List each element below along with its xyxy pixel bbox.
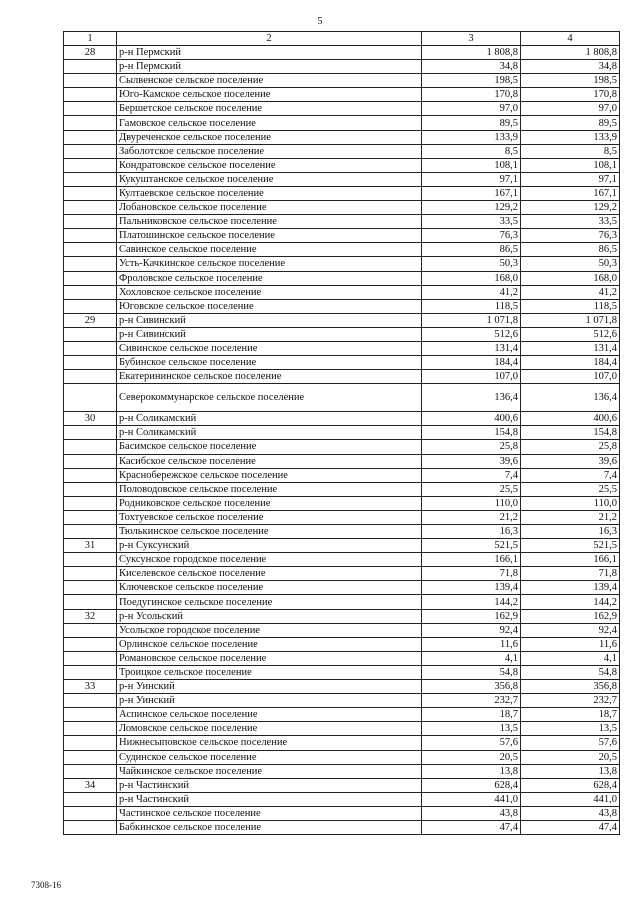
table-row xyxy=(64,482,620,496)
settlement-name: Нижнесыповское сельское поселение xyxy=(117,736,422,750)
table-row xyxy=(64,806,620,820)
value-col-4: 18,7 xyxy=(521,708,620,722)
value-col-4: 107,0 xyxy=(521,370,620,384)
settlement-name: р-н Сивинский xyxy=(117,327,422,341)
settlement-name: Юго-Камское сельское поселение xyxy=(117,88,422,102)
value-col-4: 8,5 xyxy=(521,144,620,158)
row-number: 32 xyxy=(64,609,117,623)
settlement-name: Усть-Качкинское сельское поселение xyxy=(117,257,422,271)
value-col-3: 57,6 xyxy=(422,736,521,750)
settlement-name: Бабкинское сельское поселение xyxy=(117,820,422,834)
value-col-3: 8,5 xyxy=(422,144,521,158)
value-col-3: 20,5 xyxy=(422,750,521,764)
table-row xyxy=(64,46,620,60)
row-number xyxy=(64,468,117,482)
value-col-3: 4,1 xyxy=(422,651,521,665)
value-col-3: 162,9 xyxy=(422,609,521,623)
row-number xyxy=(64,482,117,496)
settlement-name: Хохловское сельское поселение xyxy=(117,285,422,299)
value-col-4: 232,7 xyxy=(521,694,620,708)
value-col-4: 108,1 xyxy=(521,158,620,172)
value-col-3: 232,7 xyxy=(422,694,521,708)
value-col-3: 50,3 xyxy=(422,257,521,271)
value-col-3: 21,2 xyxy=(422,510,521,524)
value-col-3: 34,8 xyxy=(422,60,521,74)
value-col-4: 184,4 xyxy=(521,356,620,370)
table-row xyxy=(64,525,620,539)
settlement-name: р-н Уинский xyxy=(117,680,422,694)
row-number xyxy=(64,356,117,370)
row-number xyxy=(64,384,117,412)
table-row xyxy=(64,341,620,355)
value-col-4: 86,5 xyxy=(521,243,620,257)
row-number xyxy=(64,722,117,736)
value-col-4: 21,2 xyxy=(521,510,620,524)
row-number: 30 xyxy=(64,412,117,426)
value-col-3: 628,4 xyxy=(422,778,521,792)
row-number xyxy=(64,623,117,637)
table-row xyxy=(64,271,620,285)
settlement-name: Троицкое сельское поселение xyxy=(117,665,422,679)
table-row xyxy=(64,243,620,257)
settlement-name: Кукуштанское сельское поселение xyxy=(117,172,422,186)
table-row xyxy=(64,637,620,651)
settlement-name: Частинское сельское поселение xyxy=(117,806,422,820)
value-col-3: 184,4 xyxy=(422,356,521,370)
settlement-name: Платошинское сельское поселение xyxy=(117,229,422,243)
value-col-3: 521,5 xyxy=(422,539,521,553)
settlement-name: Сылвенское сельское поселение xyxy=(117,74,422,88)
settlement-name: Орлинское сельское поселение xyxy=(117,637,422,651)
settlement-name: р-н Уинский xyxy=(117,694,422,708)
value-col-3: 1 808,8 xyxy=(422,46,521,60)
value-col-3: 89,5 xyxy=(422,116,521,130)
value-col-4: 97,0 xyxy=(521,102,620,116)
settlement-name: р-н Суксунский xyxy=(117,539,422,553)
value-col-3: 144,2 xyxy=(422,595,521,609)
row-number xyxy=(64,553,117,567)
table-row xyxy=(64,567,620,581)
settlement-name: Лобановское сельское поселение xyxy=(117,201,422,215)
value-col-3: 1 071,8 xyxy=(422,313,521,327)
value-col-4: 136,4 xyxy=(521,384,620,412)
value-col-4: 39,6 xyxy=(521,454,620,468)
table-row xyxy=(64,327,620,341)
value-col-4: 47,4 xyxy=(521,820,620,834)
value-col-4: 13,8 xyxy=(521,764,620,778)
table-row xyxy=(64,778,620,792)
table-row xyxy=(64,384,620,412)
value-col-3: 33,5 xyxy=(422,215,521,229)
table-row xyxy=(64,172,620,186)
value-col-4: 162,9 xyxy=(521,609,620,623)
value-col-3: 13,5 xyxy=(422,722,521,736)
value-col-3: 25,8 xyxy=(422,440,521,454)
row-number xyxy=(64,806,117,820)
value-col-3: 25,5 xyxy=(422,482,521,496)
settlement-name: Судинское сельское поселение xyxy=(117,750,422,764)
row-number xyxy=(64,130,117,144)
table-row xyxy=(64,539,620,553)
row-number xyxy=(64,215,117,229)
settlement-name: Половодовское сельское поселение xyxy=(117,482,422,496)
value-col-4: 97,1 xyxy=(521,172,620,186)
value-col-4: 170,8 xyxy=(521,88,620,102)
value-col-3: 86,5 xyxy=(422,243,521,257)
table-row xyxy=(64,356,620,370)
value-col-3: 139,4 xyxy=(422,581,521,595)
value-col-3: 41,2 xyxy=(422,285,521,299)
value-col-4: 118,5 xyxy=(521,299,620,313)
row-number xyxy=(64,426,117,440)
settlement-name: Заболотское сельское поселение xyxy=(117,144,422,158)
value-col-3: 136,4 xyxy=(422,384,521,412)
table-row xyxy=(64,736,620,750)
table-row xyxy=(64,680,620,694)
row-number xyxy=(64,257,117,271)
settlement-name: Басимское сельское поселение xyxy=(117,440,422,454)
value-col-3: 129,2 xyxy=(422,201,521,215)
table-row xyxy=(64,694,620,708)
value-col-4: 166,1 xyxy=(521,553,620,567)
row-number: 29 xyxy=(64,313,117,327)
value-col-4: 50,3 xyxy=(521,257,620,271)
value-col-3: 154,8 xyxy=(422,426,521,440)
value-col-4: 1 071,8 xyxy=(521,313,620,327)
row-number xyxy=(64,525,117,539)
table-row xyxy=(64,426,620,440)
header-col-4: 4 xyxy=(521,32,620,46)
settlement-name: Краснобережское сельское поселение xyxy=(117,468,422,482)
budget-table xyxy=(63,31,620,835)
value-col-4: 133,9 xyxy=(521,130,620,144)
table-row xyxy=(64,750,620,764)
settlement-name: Пальниковское сельское поселение xyxy=(117,215,422,229)
table-row xyxy=(64,186,620,200)
row-number xyxy=(64,792,117,806)
value-col-3: 13,8 xyxy=(422,764,521,778)
table-row xyxy=(64,285,620,299)
row-number xyxy=(64,172,117,186)
table-row xyxy=(64,74,620,88)
row-number xyxy=(64,74,117,88)
value-col-3: 18,7 xyxy=(422,708,521,722)
table-row xyxy=(64,116,620,130)
value-col-3: 133,9 xyxy=(422,130,521,144)
value-col-4: 131,4 xyxy=(521,341,620,355)
value-col-4: 198,5 xyxy=(521,74,620,88)
value-col-3: 108,1 xyxy=(422,158,521,172)
settlement-name: Фроловское сельское поселение xyxy=(117,271,422,285)
row-number xyxy=(64,510,117,524)
settlement-name: Усольское городское поселение xyxy=(117,623,422,637)
value-col-3: 16,3 xyxy=(422,525,521,539)
table-row xyxy=(64,609,620,623)
row-number xyxy=(64,285,117,299)
page-number: 5 xyxy=(317,16,323,27)
row-number xyxy=(64,243,117,257)
table-row xyxy=(64,553,620,567)
row-number xyxy=(64,581,117,595)
settlement-name: Киселевское сельское поселение xyxy=(117,567,422,581)
value-col-4: 521,5 xyxy=(521,539,620,553)
settlement-name: Сивинское сельское поселение xyxy=(117,341,422,355)
value-col-4: 356,8 xyxy=(521,680,620,694)
settlement-name: Касибское сельское поселение xyxy=(117,454,422,468)
row-number xyxy=(64,116,117,130)
header-col-2: 2 xyxy=(117,32,422,46)
row-number xyxy=(64,637,117,651)
row-number xyxy=(64,736,117,750)
value-col-4: 43,8 xyxy=(521,806,620,820)
settlement-name: р-н Пермский xyxy=(117,46,422,60)
value-col-4: 110,0 xyxy=(521,496,620,510)
value-col-3: 39,6 xyxy=(422,454,521,468)
settlement-name: Кондратовское сельское поселение xyxy=(117,158,422,172)
settlement-name: Поедугинское сельское поселение xyxy=(117,595,422,609)
row-number xyxy=(64,327,117,341)
value-col-4: 33,5 xyxy=(521,215,620,229)
settlement-name: Бершетское сельское поселение xyxy=(117,102,422,116)
row-number xyxy=(64,454,117,468)
value-col-3: 198,5 xyxy=(422,74,521,88)
settlement-name: Култаевское сельское поселение xyxy=(117,186,422,200)
row-number xyxy=(64,229,117,243)
value-col-3: 166,1 xyxy=(422,553,521,567)
settlement-name: Романовское сельское поселение xyxy=(117,651,422,665)
settlement-name: Тюлькинское сельское поселение xyxy=(117,525,422,539)
table-row xyxy=(64,144,620,158)
table-row xyxy=(64,130,620,144)
settlement-name: Чайкинское сельское поселение xyxy=(117,764,422,778)
table-row xyxy=(64,158,620,172)
header-col-1: 1 xyxy=(64,32,117,46)
settlement-name: Екатерининское сельское поселение xyxy=(117,370,422,384)
settlement-name: Родниковское сельское поселение xyxy=(117,496,422,510)
value-col-4: 7,4 xyxy=(521,468,620,482)
value-col-3: 167,1 xyxy=(422,186,521,200)
row-number: 33 xyxy=(64,680,117,694)
table-row xyxy=(64,88,620,102)
value-col-3: 11,6 xyxy=(422,637,521,651)
value-col-3: 97,0 xyxy=(422,102,521,116)
value-col-4: 54,8 xyxy=(521,665,620,679)
settlement-name: Савинское сельское поселение xyxy=(117,243,422,257)
row-number xyxy=(64,370,117,384)
table-row xyxy=(64,299,620,313)
settlement-name: р-н Соликамский xyxy=(117,426,422,440)
table-row xyxy=(64,370,620,384)
row-number xyxy=(64,651,117,665)
row-number xyxy=(64,750,117,764)
header-col-3: 3 xyxy=(422,32,521,46)
value-col-3: 107,0 xyxy=(422,370,521,384)
table-row xyxy=(64,454,620,468)
table-row xyxy=(64,651,620,665)
row-number xyxy=(64,694,117,708)
value-col-3: 7,4 xyxy=(422,468,521,482)
settlement-name: р-н Усольский xyxy=(117,609,422,623)
value-col-3: 356,8 xyxy=(422,680,521,694)
table-row xyxy=(64,820,620,834)
value-col-3: 71,8 xyxy=(422,567,521,581)
table-row xyxy=(64,708,620,722)
value-col-3: 512,6 xyxy=(422,327,521,341)
table-row xyxy=(64,665,620,679)
value-col-4: 20,5 xyxy=(521,750,620,764)
settlement-name: р-н Частинский xyxy=(117,792,422,806)
value-col-3: 47,4 xyxy=(422,820,521,834)
row-number xyxy=(64,440,117,454)
value-col-3: 110,0 xyxy=(422,496,521,510)
table-body xyxy=(64,46,620,835)
value-col-4: 11,6 xyxy=(521,637,620,651)
row-number xyxy=(64,271,117,285)
table-row xyxy=(64,496,620,510)
table-row xyxy=(64,581,620,595)
table-row xyxy=(64,313,620,327)
table-row xyxy=(64,595,620,609)
value-col-3: 76,3 xyxy=(422,229,521,243)
value-col-4: 400,6 xyxy=(521,412,620,426)
row-number xyxy=(64,595,117,609)
value-col-4: 34,8 xyxy=(521,60,620,74)
value-col-4: 167,1 xyxy=(521,186,620,200)
value-col-4: 25,5 xyxy=(521,482,620,496)
settlement-name: р-н Пермский xyxy=(117,60,422,74)
table-row xyxy=(64,102,620,116)
settlement-name: Ключевское сельское поселение xyxy=(117,581,422,595)
value-col-4: 16,3 xyxy=(521,525,620,539)
row-number xyxy=(64,764,117,778)
value-col-4: 4,1 xyxy=(521,651,620,665)
value-col-4: 512,6 xyxy=(521,327,620,341)
row-number: 31 xyxy=(64,539,117,553)
settlement-name: р-н Сивинский xyxy=(117,313,422,327)
value-col-3: 92,4 xyxy=(422,623,521,637)
row-number xyxy=(64,102,117,116)
value-col-4: 154,8 xyxy=(521,426,620,440)
value-col-3: 400,6 xyxy=(422,412,521,426)
row-number xyxy=(64,567,117,581)
settlement-name: Суксунское городское поселение xyxy=(117,553,422,567)
header-row xyxy=(64,32,620,46)
table-row xyxy=(64,764,620,778)
settlement-name: Аспинское сельское поселение xyxy=(117,708,422,722)
row-number xyxy=(64,820,117,834)
value-col-4: 71,8 xyxy=(521,567,620,581)
value-col-4: 57,6 xyxy=(521,736,620,750)
row-number: 34 xyxy=(64,778,117,792)
row-number xyxy=(64,60,117,74)
value-col-4: 441,0 xyxy=(521,792,620,806)
table-row xyxy=(64,792,620,806)
table-row xyxy=(64,412,620,426)
footer-code: 7308-16 xyxy=(31,880,61,890)
settlement-name: Тохтуевское сельское поселение xyxy=(117,510,422,524)
table-row xyxy=(64,722,620,736)
table-row xyxy=(64,215,620,229)
value-col-3: 54,8 xyxy=(422,665,521,679)
value-col-3: 441,0 xyxy=(422,792,521,806)
row-number xyxy=(64,186,117,200)
value-col-4: 92,4 xyxy=(521,623,620,637)
value-col-4: 129,2 xyxy=(521,201,620,215)
value-col-3: 170,8 xyxy=(422,88,521,102)
value-col-4: 41,2 xyxy=(521,285,620,299)
value-col-3: 43,8 xyxy=(422,806,521,820)
value-col-3: 97,1 xyxy=(422,172,521,186)
value-col-4: 13,5 xyxy=(521,722,620,736)
value-col-4: 139,4 xyxy=(521,581,620,595)
settlement-name: Двуреченское сельское поселение xyxy=(117,130,422,144)
table-row xyxy=(64,510,620,524)
row-number xyxy=(64,299,117,313)
settlement-name: Гамовское сельское поселение xyxy=(117,116,422,130)
value-col-4: 89,5 xyxy=(521,116,620,130)
value-col-4: 628,4 xyxy=(521,778,620,792)
value-col-4: 76,3 xyxy=(521,229,620,243)
settlement-name: Северокоммунарское сельское поселение xyxy=(117,384,422,412)
value-col-4: 1 808,8 xyxy=(521,46,620,60)
settlement-name: Юговское сельское поселение xyxy=(117,299,422,313)
settlement-name: Бубинское сельское поселение xyxy=(117,356,422,370)
table-row xyxy=(64,468,620,482)
row-number xyxy=(64,496,117,510)
table-row xyxy=(64,623,620,637)
row-number xyxy=(64,88,117,102)
row-number xyxy=(64,665,117,679)
row-number xyxy=(64,158,117,172)
row-number xyxy=(64,341,117,355)
table-row xyxy=(64,440,620,454)
table-row xyxy=(64,60,620,74)
value-col-4: 144,2 xyxy=(521,595,620,609)
settlement-name: р-н Частинский xyxy=(117,778,422,792)
table-row xyxy=(64,229,620,243)
table-row xyxy=(64,201,620,215)
settlement-name: р-н Соликамский xyxy=(117,412,422,426)
row-number: 28 xyxy=(64,46,117,60)
value-col-3: 118,5 xyxy=(422,299,521,313)
value-col-3: 168,0 xyxy=(422,271,521,285)
settlement-name: Ломовское сельское поселение xyxy=(117,722,422,736)
value-col-4: 25,8 xyxy=(521,440,620,454)
row-number xyxy=(64,708,117,722)
value-col-4: 168,0 xyxy=(521,271,620,285)
row-number xyxy=(64,201,117,215)
table-row xyxy=(64,257,620,271)
row-number xyxy=(64,144,117,158)
value-col-3: 131,4 xyxy=(422,341,521,355)
